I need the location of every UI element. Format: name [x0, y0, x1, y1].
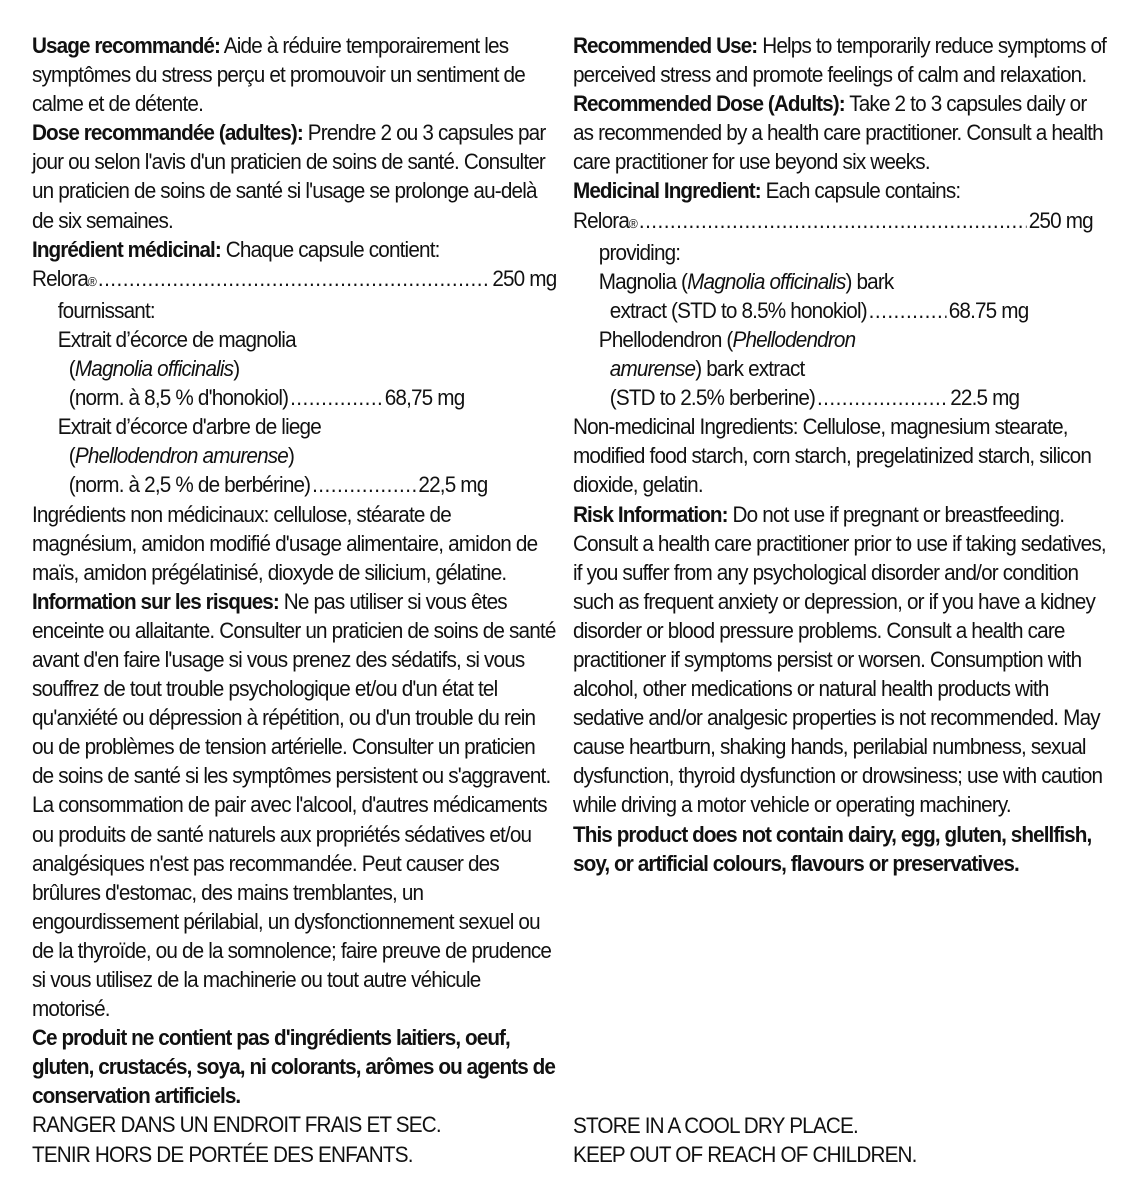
en-relora-name: Relora [573, 207, 630, 233]
fr-ingredient [32, 235, 556, 264]
fr-phello-leader [312, 470, 416, 499]
en-phello-pre: Phellodendron ( [598, 326, 733, 352]
en-risk-label: Risk Information: [573, 501, 728, 527]
fr-magnolia-paren-open: ( [68, 356, 75, 382]
en-phello-leader [817, 383, 948, 412]
en-phello-latin1: Phellodendron [732, 326, 856, 352]
fr-dose-label: Dose recommandée (adultes): [32, 120, 303, 146]
fr-magnolia-leader [290, 383, 383, 412]
fr-phello-amount: 22,5 mg [418, 472, 488, 498]
en-store: STORE IN A COOL DRY PLACE. [573, 1113, 858, 1138]
en-phello-post: ) bark extract [695, 356, 805, 382]
en-dose-text: Take 2 to 3 capsules daily or as recommended by a health care practitioner. Consult a health care practitioner for use beyond six weeks. [573, 91, 1103, 175]
fr-magnolia-latin-line [32, 354, 556, 383]
en-usage [573, 31, 1108, 89]
fr-relora-mark: ® [88, 273, 97, 289]
en-allergen: This product does not contain dairy, egg, gluten, shellfish, soy, or artificial colours, flavours or preservatives. [573, 821, 1092, 876]
fr-providing: fournissant: [57, 297, 155, 323]
en-relora-mark: ® [629, 215, 638, 231]
en-dose-label: Recommended Dose (Adults): [573, 91, 845, 117]
en-magnolia-std: extract (STD to 8.5% honokiol) [609, 297, 867, 323]
fr-allergen: Ce produit ne contient pas d'ingrédients laitiers, oeuf, gluten, crustacés, soya, ni colorants, arômes ou agents de conservation artificiels. [32, 1025, 555, 1109]
fr-risk-text: Ne pas utiliser si vous êtes enceinte ou allaitante. Consulter un praticien de soins de santé avant d'en faire l'usage si vous prenez des sédatifs, si vous souffrez de tout trouble psychologique et/ou d'un état tel qu'anxiété ou dépression à répétition, ou d'un trouble du rein ou de problèmes de tension artérielle. Consulter un praticien de soins de santé si les symptômes persistent ou s'aggravent. La consommation de pair avec l'alcool, d'autres médicaments ou produits de santé naturels aux propriétés sédatives et/ou analgésiques n'est pas recommandée. Peut causer des brûlures d'estomac, des mains tremblantes, un engourdissement périlabial, un dysfonctionnement sexuel ou de la thyroïde, ou de la somnolence; faire preuve de prudence si vous utilisez de la machinerie ou tout autre véhicule motorisé. [32, 588, 556, 1022]
fr-dose-text: Prendre 2 ou 3 capsules par jour ou selon l'avis d'un praticien de soins de santé. Consulter un praticien de soins de santé si l'usage se prolonge au-delà de six semaines. [32, 120, 546, 233]
fr-relora-row [32, 264, 556, 296]
en-ingredient-label: Medicinal Ingredient: [573, 178, 761, 204]
fr-magnolia-amount: 68,75 mg [384, 385, 465, 411]
en-ingredient [573, 176, 1108, 205]
fr-usage-label: Usage recommandé: [32, 33, 220, 58]
fr-magnolia-line1: Extrait d’écorce de magnolia [57, 326, 296, 352]
en-risk [573, 500, 1108, 820]
fr-usage-text: Aide à réduire temporairement les symptômes du stress perçu et promouvoir un sentiment de calme et de détente. [32, 33, 525, 117]
fr-dose [32, 118, 556, 234]
fr-ingredient-label: Ingrédient médicinal: [32, 236, 221, 262]
en-phello-std-row [573, 383, 1019, 412]
en-children: KEEP OUT OF REACH OF CHILDREN. [573, 1142, 917, 1168]
en-phello-line2 [573, 354, 1108, 383]
en-nonmed: Non-medicinal Ingredients: Cellulose, magnesium stearate, modified food starch, corn starch, pregelatinized starch, silicon dioxide, gelatin. [573, 414, 1092, 498]
en-risk-text: Do not use if pregnant or breastfeeding. Consult a health care practitioner prior to use if taking sedatives, if you suffer from any psychological disorder and/or condition such as frequent anxiety or depression, or if you have a kidney disorder or blood pressure problems. Consult a health care practitioner if symptoms persist or worsen. Consumption with alcohol, other medications or natural health products with sedative and/or analgesic properties is not recommended. May cause heartburn, shaking hands, perilabial numbness, sexual dysfunction, thyroid dysfunction or drowsiness; use with caution while driving a motor vehicle or operating machinery. [573, 501, 1106, 818]
fr-phello-latin: Phellodendron amurense [74, 443, 288, 469]
en-phello-latin2: amurense [609, 356, 696, 382]
fr-nonmed: Ingrédients non médicinaux: cellulose, stéarate de magnésium, amidon modifié d'usage alimentaire, amidon de maïs, amidon prégélatinisé, dioxyde de silicium, gélatine. [32, 501, 538, 585]
en-magnolia-std-row [573, 296, 1028, 325]
fr-magnolia-std: (norm. à 8,5 % d'honokiol) [68, 385, 289, 411]
en-magnolia-post: ) bark [845, 268, 894, 294]
fr-relora-name: Relora [32, 265, 89, 291]
fr-phello-latin-line [32, 441, 556, 470]
fr-phello-std: (norm. à 2,5 % de berbérine) [68, 472, 311, 498]
fr-phello-line1: Extrait d’écorce d'arbre de liege [57, 414, 321, 440]
fr-phello-paren-close: ) [287, 443, 295, 469]
fr-relora-leader [98, 264, 491, 293]
fr-children: TENIR HORS DE PORTÉE DES ENFANTS. [32, 1141, 413, 1167]
en-magnolia-pre: Magnolia ( [598, 268, 688, 294]
english-column [573, 31, 1108, 1168]
en-ingredient-text: Each capsule contains: [760, 178, 961, 204]
en-relora-leader [639, 206, 1027, 235]
en-phello-std: (STD to 2.5% berberine) [609, 385, 816, 411]
french-column [32, 31, 556, 1169]
en-store-block [573, 1111, 917, 1169]
en-relora-row [573, 206, 1093, 238]
en-usage-text: Helps to temporarily reduce symptoms of perceived stress and promote feelings of calm and relaxation. [573, 33, 1107, 88]
en-relora-amount: 250 mg [1028, 207, 1093, 233]
fr-phello-paren-open: ( [68, 443, 75, 469]
en-phello-amount: 22.5 mg [950, 385, 1020, 411]
en-magnolia-leader [869, 296, 947, 325]
en-dose [573, 89, 1108, 176]
en-usage-label: Recommended Use: [573, 33, 758, 58]
en-magnolia-amount: 68.75 mg [948, 297, 1029, 323]
fr-magnolia-std-row [32, 383, 464, 412]
fr-phello-std-row [32, 470, 487, 499]
fr-magnolia-latin: Magnolia officinalis [74, 356, 234, 382]
en-providing: providing: [598, 239, 681, 265]
en-magnolia-line1 [573, 267, 1108, 296]
en-phello-line1 [573, 325, 1108, 354]
fr-ingredient-text: Chaque capsule contient: [220, 236, 440, 262]
fr-magnolia-paren-close: ) [233, 356, 240, 382]
fr-usage [32, 31, 556, 118]
fr-risk [32, 587, 556, 1023]
fr-relora-amount: 250 mg [492, 265, 557, 291]
en-magnolia-latin: Magnolia officinalis [687, 268, 846, 294]
fr-store: RANGER DANS UN ENDROIT FRAIS ET SEC. [32, 1112, 441, 1138]
fr-risk-label: Information sur les risques: [32, 588, 279, 614]
